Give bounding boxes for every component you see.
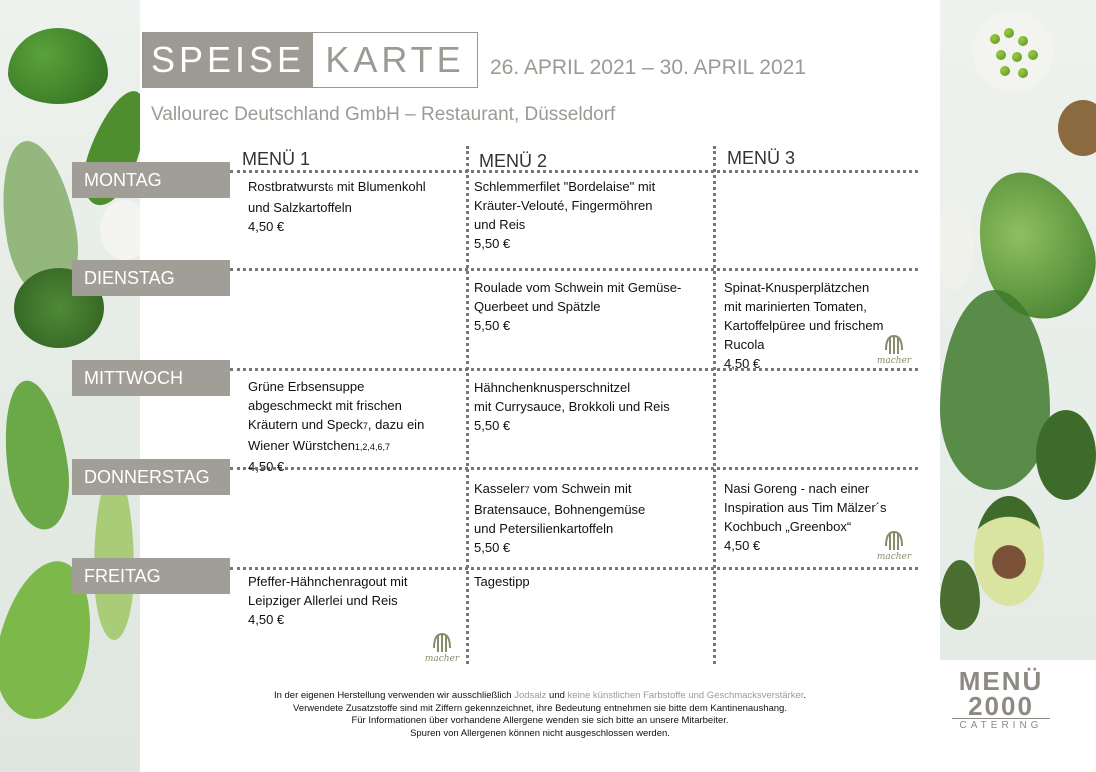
price: 5,50 € — [474, 236, 511, 251]
price: 5,50 € — [474, 540, 511, 555]
svg-text:macher: macher — [876, 552, 912, 562]
price: 4,50 € — [248, 459, 285, 474]
divider-vertical-2 — [713, 146, 716, 664]
montag-menu-2: Schlemmerfilet "Bordelaise" mit Kräuter-Velouté, Fingermöhren und Reis 5,50 € — [474, 179, 656, 251]
celery-shape — [94, 470, 134, 640]
column-menu-3: MENÜ 3 — [727, 148, 796, 168]
title-karte: KARTE — [325, 39, 465, 80]
svg-text:macher: macher — [876, 356, 912, 366]
menu2000-catering-logo: MENÜ 2000 CATERING — [946, 668, 1056, 733]
price: 5,50 € — [474, 418, 511, 433]
divider-row-montag — [230, 170, 918, 173]
price: 4,50 € — [248, 612, 285, 627]
pea-bowl-shape — [972, 10, 1054, 92]
date-range: 26. APRIL 2021 – 30. APRIL 2021 — [490, 56, 807, 79]
price: 4,50 € — [724, 356, 761, 371]
beans-shape — [0, 377, 76, 534]
day-freitag: FREITAG — [72, 558, 230, 594]
divider-row-freitag — [230, 567, 918, 570]
title-box — [142, 32, 478, 88]
column-menu-2: MENÜ 2 — [479, 151, 548, 171]
donnerstag-menu-2: Kasseler7 vom Schwein mit Bratensauce, Bohnengemüse und Petersilienkartoffeln 5,50 € — [474, 481, 646, 555]
divider-vertical-1 — [466, 146, 469, 664]
day-donnerstag: DONNERSTAG — [72, 459, 230, 495]
day-dienstag: DIENSTAG — [72, 260, 230, 296]
freitag-menu-2: Tagestipp — [474, 574, 530, 589]
title-speise: SPEISE — [143, 33, 313, 87]
montag-menu-1: Rostbratwurst6 mit Blumenkohl und Salzkartoffeln 4,50 € — [248, 179, 426, 234]
price: 4,50 € — [724, 538, 761, 553]
restaurant-subtitle: Vallourec Deutschland GmbH – Restaurant, Düsseldorf — [151, 104, 616, 125]
freitag-menu-1: Pfeffer-Hähnchenragout mit Leipziger Allerlei und Reis 4,50 € — [248, 574, 408, 627]
fit-macher-logo — [872, 526, 916, 562]
bowl-beans-shape — [940, 200, 974, 290]
price: 4,50 € — [248, 219, 285, 234]
day-montag: MONTAG — [72, 162, 230, 198]
fit-macher-logo — [420, 628, 464, 664]
divider-row-dienstag — [230, 268, 918, 271]
mittwoch-menu-1: Grüne Erbsensuppe abgeschmeckt mit frischen Kräutern und Speck7, dazu ein Wiener Würstchen1,2,4,6,7 4,50 € — [248, 379, 425, 474]
dienstag-menu-3: Spinat-Knusperplätzchen mit marinierten Tomaten, Kartoffelpüree und frischem Rucola 4,50 € — [724, 280, 884, 371]
footer-notes: In der eigenen Herstellung verwenden wir ausschließlich Jodsalz und keine künstlichen Farbstoffe und Geschmacksverstärker. Verwendete Zusatzstoffe sind mit Ziffern gekennzeichnet, ihre Bedeutung entnehmen sie bitte dem Kantinenaushang. Für Informationen über vorhandene Allergene wenden sie sich bitte an unsere Mitarbeiter. Spuren von Allergenen können nicht ausgeschlossen werden. — [273, 690, 807, 739]
avocado-half-shape — [940, 560, 980, 630]
svg-text:macher: macher — [424, 654, 460, 664]
broccoli-right-shape — [1036, 410, 1096, 500]
herbs-shape — [940, 290, 1050, 490]
dienstag-menu-2: Roulade vom Schwein mit Gemüse- Querbeet und Spätzle 5,50 € — [474, 280, 682, 333]
donnerstag-menu-3: Nasi Goreng - nach einer Inspiration aus Tim Mälzer´s Kochbuch „Greenbox“ 4,50 € — [724, 481, 887, 553]
mittwoch-menu-2: Hähnchenknusperschnitzel mit Currysauce, Brokkoli und Reis 5,50 € — [474, 380, 670, 433]
pepper-shape — [8, 28, 108, 104]
bowl-shape — [100, 200, 140, 260]
column-menu-1: MENÜ 1 — [242, 149, 311, 169]
kiwi-shape — [1058, 100, 1096, 156]
price: 5,50 € — [474, 318, 511, 333]
fit-macher-logo — [872, 330, 916, 366]
day-mittwoch: MITTWOCH — [72, 360, 230, 396]
right-vegetable-image — [940, 0, 1096, 660]
avocado-shape — [974, 496, 1044, 606]
